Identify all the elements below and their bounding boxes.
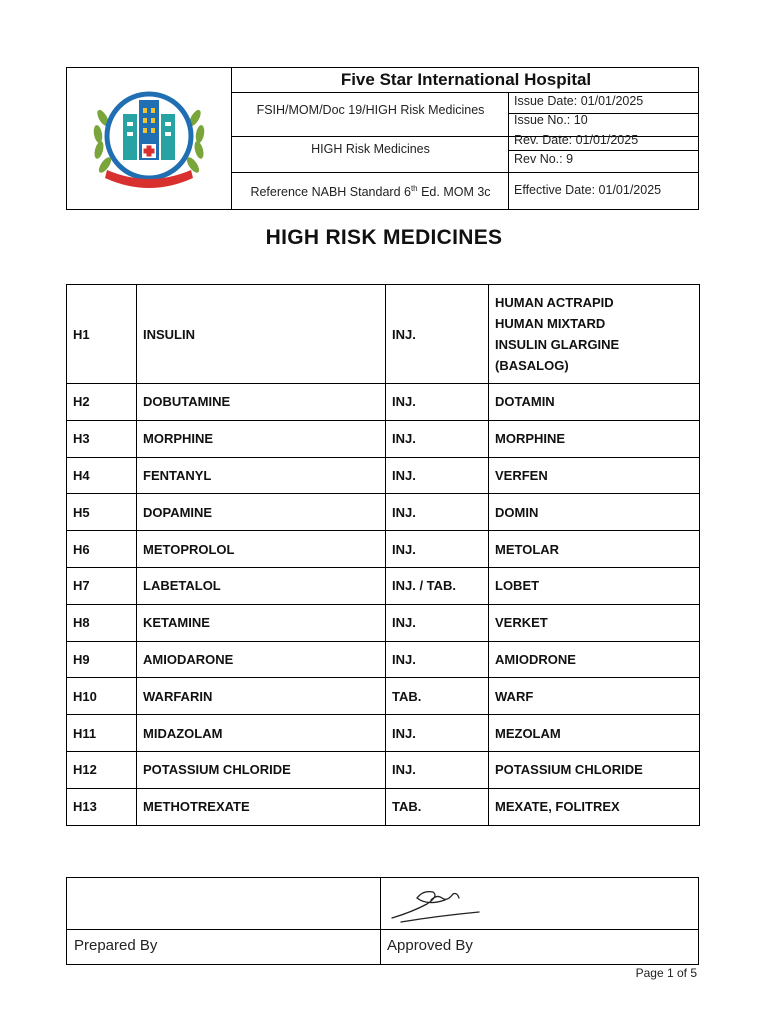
doc-reference: FSIH/MOM/Doc 19/HIGH Risk Medicines (256, 103, 485, 117)
medicine-name: FENTANYL (137, 457, 386, 494)
brand-name: HUMAN MIXTARD (495, 316, 606, 331)
medicine-form: INJ. (386, 494, 489, 531)
hospital-name: Five Star International Hospital (340, 70, 592, 89)
table-row (67, 285, 700, 384)
medicine-code: H7 (67, 567, 137, 604)
medicine-brands (489, 641, 700, 678)
effective-date: Effective Date: 01/01/2025 (514, 183, 662, 197)
brand-name: DOMIN (495, 504, 539, 520)
medicine-brands (489, 567, 700, 604)
medicine-brands (489, 384, 700, 421)
medicine-name: INSULIN (137, 285, 386, 384)
brand-name: LOBET (495, 578, 540, 594)
table-row (67, 457, 700, 494)
medicine-code: H3 (67, 420, 137, 457)
nabh-reference-suffix: Ed. MOM 3c (417, 185, 491, 200)
brand-name: VERKET (495, 615, 548, 631)
medicine-brands (489, 678, 700, 715)
logo-cell (67, 68, 232, 209)
brand-name: AMIODRONE (495, 651, 576, 667)
page-title: HIGH RISK MEDICINES (265, 226, 503, 249)
brand-name: HUMAN ACTRAPID (495, 295, 614, 310)
medicine-brands (489, 457, 700, 494)
issue-number: Issue No.: 10 (514, 113, 588, 127)
medicine-name: LABETALOL (137, 567, 386, 604)
document-header (66, 67, 699, 210)
medicine-name: AMIODARONE (137, 641, 386, 678)
medicine-code: H11 (67, 715, 137, 752)
brand-name: INSULIN GLARGINE (495, 337, 620, 352)
medicine-brands (489, 531, 700, 568)
medicine-name: METOPROLOL (137, 531, 386, 568)
medicine-brands (489, 604, 700, 641)
table-row (67, 715, 700, 752)
brand-name: VERFEN (495, 467, 548, 483)
brand-name: (BASALOG) (495, 358, 569, 373)
table-row (67, 384, 700, 421)
medicine-code: H5 (67, 494, 137, 531)
table-row (67, 420, 700, 457)
medicine-name: MORPHINE (137, 420, 386, 457)
medicine-code: H6 (67, 531, 137, 568)
prepared-by-label: Prepared By (74, 937, 158, 954)
medicine-code: H2 (67, 384, 137, 421)
medicine-form: INJ. (386, 641, 489, 678)
medicine-brands (489, 715, 700, 752)
medicine-brands (489, 420, 700, 457)
doc-subject: HIGH Risk Medicines (311, 142, 430, 156)
medicine-code: H12 (67, 751, 137, 788)
medicine-form: INJ. / TAB. (386, 567, 489, 604)
medicine-form: INJ. (386, 420, 489, 457)
brand-name: DOTAMIN (495, 394, 555, 410)
table-row (67, 531, 700, 568)
brand-name: POTASSIUM CHLORIDE (495, 762, 643, 778)
high-risk-medicines-table (66, 284, 700, 826)
hospital-logo-icon (89, 78, 209, 200)
medicine-code: H1 (67, 285, 137, 384)
table-row (67, 567, 700, 604)
medicine-code: H4 (67, 457, 137, 494)
medicine-form: TAB. (386, 788, 489, 825)
medicine-brands (489, 751, 700, 788)
issue-date: Issue Date: 01/01/2025 (514, 94, 644, 108)
table-row (67, 641, 700, 678)
medicine-code: H13 (67, 788, 137, 825)
approver-signature-icon (387, 882, 487, 926)
brand-name: MEZOLAM (495, 725, 561, 741)
table-row (67, 751, 700, 788)
brand-name: MEXATE, FOLITREX (495, 799, 620, 815)
nabh-reference-prefix: Reference NABH Standard 6 (250, 185, 411, 200)
table-row (67, 604, 700, 641)
medicine-form: INJ. (386, 604, 489, 641)
nabh-reference (233, 184, 508, 199)
table-row (67, 788, 700, 825)
medicine-name: POTASSIUM CHLORIDE (137, 751, 386, 788)
medicine-form: INJ. (386, 384, 489, 421)
medicine-form: INJ. (386, 285, 489, 384)
medicine-form: INJ. (386, 751, 489, 788)
signature-block (66, 877, 699, 965)
brand-name: MORPHINE (495, 431, 566, 447)
medicine-code: H8 (67, 604, 137, 641)
medicine-name: WARFARIN (137, 678, 386, 715)
medicine-brands (489, 494, 700, 531)
brand-name: WARF (495, 688, 534, 704)
medicine-name: DOBUTAMINE (137, 384, 386, 421)
medicine-brands (489, 788, 700, 825)
approved-by-label: Approved By (387, 937, 473, 954)
page-number: Page 1 of 5 (635, 966, 697, 980)
medicine-name: MIDAZOLAM (137, 715, 386, 752)
medicine-name: KETAMINE (137, 604, 386, 641)
medicine-form: INJ. (386, 715, 489, 752)
medicine-form: INJ. (386, 457, 489, 494)
table-row (67, 494, 700, 531)
revision-number: Rev No.: 9 (514, 152, 574, 166)
medicine-code: H9 (67, 641, 137, 678)
medicine-form: TAB. (386, 678, 489, 715)
nabh-reference-sup: th (410, 184, 418, 193)
medicine-name: METHOTREXATE (137, 788, 386, 825)
medicine-name: DOPAMINE (137, 494, 386, 531)
medicine-form: INJ. (386, 531, 489, 568)
medicine-code: H10 (67, 678, 137, 715)
revision-date: Rev. Date: 01/01/2025 (514, 133, 639, 147)
brand-name: METOLAR (495, 541, 560, 557)
table-row (67, 678, 700, 715)
medicine-brands (489, 285, 700, 384)
